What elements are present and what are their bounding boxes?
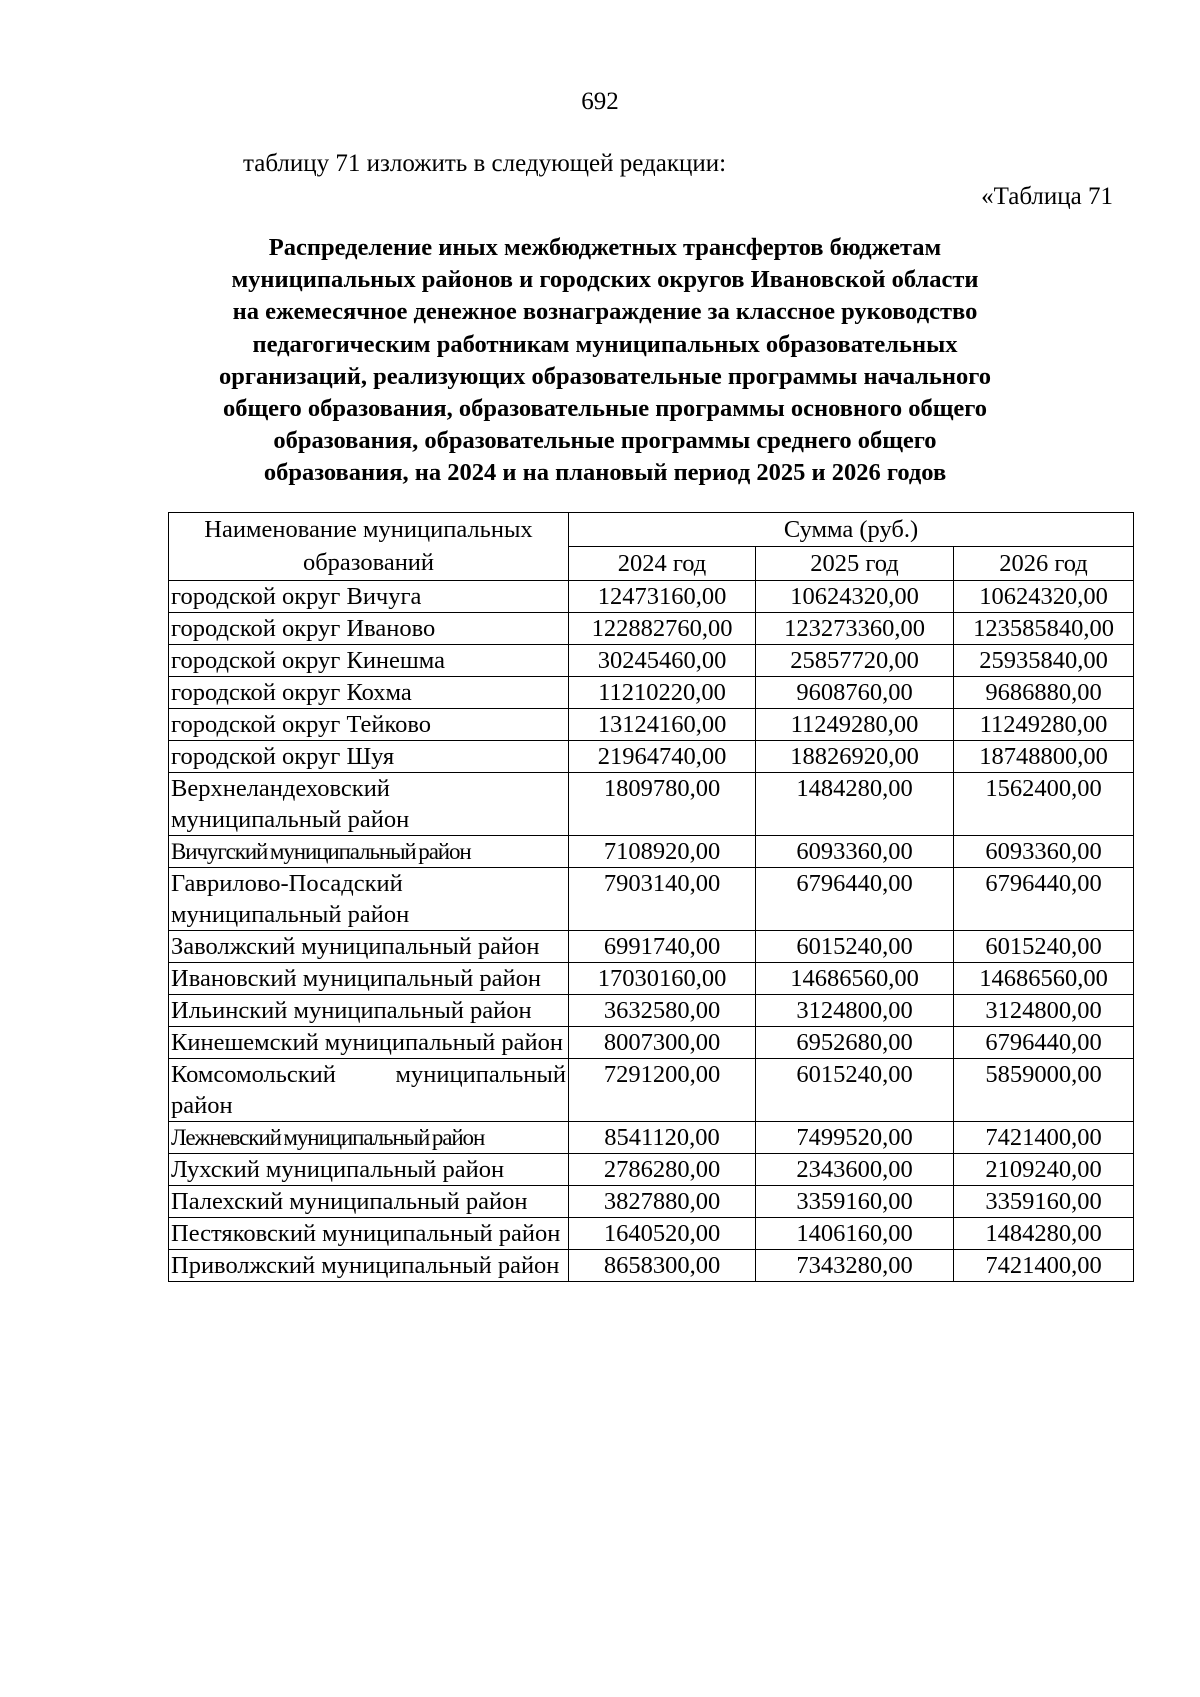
header-year-2024: 2024 год (569, 547, 756, 581)
amount-2025: 25857720,00 (756, 645, 954, 677)
table-heading (190, 232, 1020, 490)
amount-2025: 7499520,00 (756, 1122, 954, 1154)
table-row (169, 836, 1134, 868)
amount-2025: 1406160,00 (756, 1218, 954, 1250)
amount-2025: 11249280,00 (756, 709, 954, 741)
amount-2024: 1640520,00 (569, 1218, 756, 1250)
header-sum: Сумма (руб.) (569, 513, 1134, 547)
amount-2026: 6796440,00 (954, 1027, 1134, 1059)
amount-2024: 8658300,00 (569, 1250, 756, 1282)
table-header-row (169, 513, 1134, 547)
municipality-name: Приволжский муниципальный район (169, 1250, 569, 1282)
heading-line: образования, образовательные программы среднего общего (273, 427, 937, 455)
heading-line: на ежемесячное денежное вознаграждение за классное руководство (232, 298, 978, 326)
amount-2025: 3124800,00 (756, 995, 954, 1027)
amount-2024: 13124160,00 (569, 709, 756, 741)
amount-2025: 18826920,00 (756, 741, 954, 773)
municipality-name: Гаврилово-Посадский муниципальный район (169, 868, 569, 931)
heading-line: муниципальных районов и городских округов Ивановской области (231, 266, 979, 294)
amount-2024: 11210220,00 (569, 677, 756, 709)
table-row (169, 995, 1134, 1027)
table-row (169, 613, 1134, 645)
amount-2024: 7903140,00 (569, 868, 756, 931)
amount-2026: 1484280,00 (954, 1218, 1134, 1250)
amount-2024: 7108920,00 (569, 836, 756, 868)
amount-2026: 5859000,00 (954, 1059, 1134, 1122)
amount-2024: 1809780,00 (569, 773, 756, 836)
amount-2026: 6796440,00 (954, 868, 1134, 931)
amount-2024: 6991740,00 (569, 931, 756, 963)
amount-2025: 6015240,00 (756, 931, 954, 963)
amount-2024: 21964740,00 (569, 741, 756, 773)
table-row (169, 1250, 1134, 1282)
table-row (169, 677, 1134, 709)
table-row (169, 709, 1134, 741)
heading-line: организаций, реализующих образовательные программы начального (218, 362, 992, 390)
table-row (169, 581, 1134, 613)
heading-line: педагогическим работникам муниципальных образовательных (252, 330, 958, 358)
heading-line: общего образования, образовательные программы основного общего (222, 395, 988, 423)
amount-2026: 10624320,00 (954, 581, 1134, 613)
table-row (169, 868, 1134, 931)
intro-text: таблицу 71 изложить в следующей редакции: (243, 150, 727, 177)
amount-2025: 9608760,00 (756, 677, 954, 709)
amount-2024: 30245460,00 (569, 645, 756, 677)
municipality-name: Заволжский муниципальный район (169, 931, 569, 963)
heading-line: образования, на 2024 и на плановый период 2025 и 2026 годов (263, 459, 947, 487)
amount-2025: 3359160,00 (756, 1186, 954, 1218)
table-row (169, 645, 1134, 677)
amount-2025: 2343600,00 (756, 1154, 954, 1186)
municipality-name: Ивановский муниципальный район (169, 963, 569, 995)
amount-2026: 3359160,00 (954, 1186, 1134, 1218)
table-row (169, 1154, 1134, 1186)
amount-2026: 11249280,00 (954, 709, 1134, 741)
amount-2026: 25935840,00 (954, 645, 1134, 677)
header-year-2025: 2025 год (756, 547, 954, 581)
amount-2024: 8007300,00 (569, 1027, 756, 1059)
amount-2026: 7421400,00 (954, 1122, 1134, 1154)
amount-2024: 2786280,00 (569, 1154, 756, 1186)
amount-2024: 12473160,00 (569, 581, 756, 613)
table-row (169, 1027, 1134, 1059)
table-row (169, 1218, 1134, 1250)
table-row (169, 773, 1134, 836)
header-year-2026: 2026 год (954, 547, 1134, 581)
municipality-name: городской округ Вичуга (169, 581, 569, 613)
table-row (169, 931, 1134, 963)
header-municipality: Наименование муниципальных образований (169, 513, 569, 581)
table-row (169, 741, 1134, 773)
municipality-name: Вичугский муниципальный район (169, 836, 569, 868)
amount-2025: 123273360,00 (756, 613, 954, 645)
transfers-table (168, 512, 1134, 1282)
amount-2024: 3827880,00 (569, 1186, 756, 1218)
amount-2026: 18748800,00 (954, 741, 1134, 773)
amount-2024: 8541120,00 (569, 1122, 756, 1154)
amount-2026: 2109240,00 (954, 1154, 1134, 1186)
municipality-name: городской округ Тейково (169, 709, 569, 741)
table-reference: «Таблица 71 (981, 183, 1113, 210)
amount-2024: 122882760,00 (569, 613, 756, 645)
heading-line: Распределение иных межбюджетных трансфертов бюджетам (268, 234, 942, 261)
amount-2025: 6796440,00 (756, 868, 954, 931)
amount-2025: 6093360,00 (756, 836, 954, 868)
municipality-name: Верхнеландеховский муниципальный район (169, 773, 569, 836)
amount-2024: 3632580,00 (569, 995, 756, 1027)
amount-2026: 6093360,00 (954, 836, 1134, 868)
municipality-name: городской округ Кинешма (169, 645, 569, 677)
amount-2026: 123585840,00 (954, 613, 1134, 645)
amount-2025: 6015240,00 (756, 1059, 954, 1122)
municipality-name: Лухский муниципальный район (169, 1154, 569, 1186)
amount-2025: 10624320,00 (756, 581, 954, 613)
municipality-name: городской округ Кохма (169, 677, 569, 709)
amount-2026: 7421400,00 (954, 1250, 1134, 1282)
amount-2024: 7291200,00 (569, 1059, 756, 1122)
municipality-name: городской округ Шуя (169, 741, 569, 773)
municipality-name: Кинешемский муниципальный район (169, 1027, 569, 1059)
municipality-name: Ильинский муниципальный район (169, 995, 569, 1027)
table-row (169, 1186, 1134, 1218)
municipality-name: городской округ Иваново (169, 613, 569, 645)
table-row (169, 1059, 1134, 1122)
amount-2024: 17030160,00 (569, 963, 756, 995)
amount-2026: 3124800,00 (954, 995, 1134, 1027)
amount-2026: 9686880,00 (954, 677, 1134, 709)
amount-2025: 1484280,00 (756, 773, 954, 836)
amount-2026: 14686560,00 (954, 963, 1134, 995)
page-number: 692 (581, 88, 619, 115)
amount-2025: 7343280,00 (756, 1250, 954, 1282)
municipality-name: Палехский муниципальный район (169, 1186, 569, 1218)
municipality-name: Пестяковский муниципальный район (169, 1218, 569, 1250)
amount-2025: 6952680,00 (756, 1027, 954, 1059)
municipality-name: Комсомольский муниципальный район (169, 1059, 569, 1122)
table-row (169, 963, 1134, 995)
municipality-name: Лежневский муниципальный район (169, 1122, 569, 1154)
amount-2025: 14686560,00 (756, 963, 954, 995)
amount-2026: 6015240,00 (954, 931, 1134, 963)
table-row (169, 1122, 1134, 1154)
amount-2026: 1562400,00 (954, 773, 1134, 836)
